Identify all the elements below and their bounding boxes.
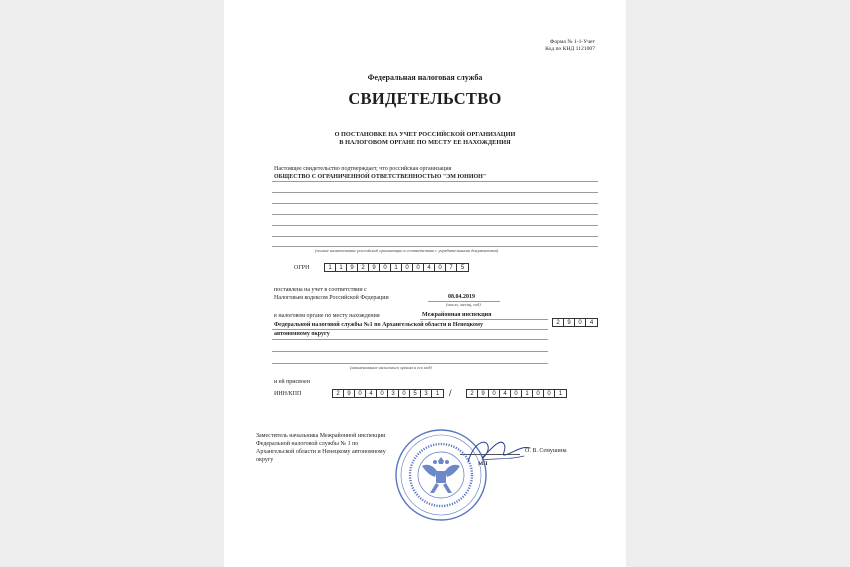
inn-digit: 0	[355, 390, 366, 397]
inn-cells	[332, 389, 444, 398]
name-line	[272, 225, 598, 226]
authority-line	[272, 329, 548, 330]
authority-code-digit: 0	[575, 319, 586, 326]
inn-digit: 3	[421, 390, 432, 397]
handwritten-signature	[464, 432, 534, 472]
authority-caption: (наименование налогового органа и его код)	[350, 365, 432, 370]
kpp-cells	[466, 389, 567, 398]
authority-line-3: автономному округу	[274, 331, 330, 337]
authority-line	[272, 363, 548, 364]
ogrn-digit: 7	[446, 264, 457, 271]
ogrn-digit: 5	[460, 264, 465, 271]
authority-code-cells	[552, 318, 598, 327]
registered-line-1: поставлена на учет в соответствии с	[274, 287, 367, 293]
inn-digit: 2	[333, 390, 344, 397]
ogrn-digit: 4	[424, 264, 435, 271]
authority-line-2: Федеральной налоговой службы №1 по Архангельской области и Ненецкому	[274, 322, 484, 328]
ogrn-digit: 0	[402, 264, 413, 271]
authority-code-digit: 2	[553, 319, 564, 326]
name-line	[272, 203, 598, 204]
ogrn-digit: 0	[380, 264, 391, 271]
signer-position-line-3: Архангельской области и Ненецкому автономному	[256, 449, 386, 455]
authority-code-digit: 9	[564, 319, 575, 326]
ogrn-digit: 0	[435, 264, 446, 271]
name-line	[272, 192, 598, 193]
ogrn-digit: 2	[358, 264, 369, 271]
signer-position-line-4: округу	[256, 457, 274, 463]
document-title: СВИДЕТЕЛЬСТВО	[348, 89, 502, 108]
certificate-page	[224, 0, 626, 567]
inn-kpp-separator: /	[449, 388, 452, 398]
signer-position-line-2: Федеральной налоговой службы № 1 по	[256, 441, 359, 447]
inn-kpp-label: ИНН/КПП	[274, 391, 302, 397]
kpp-digit: 4	[500, 390, 511, 397]
ogrn-digit: 1	[325, 264, 336, 271]
signer-position-line-1: Заместитель начальника Межрайонной инспекции	[256, 433, 386, 439]
ogrn-digit: 9	[369, 264, 380, 271]
date-caption: (число, месяц, год)	[446, 302, 481, 307]
name-line	[272, 246, 598, 247]
inn-digit: 9	[344, 390, 355, 397]
service-name: Федеральная налоговая служба	[367, 73, 483, 82]
authority-intro: в налоговом органе по месту нахождения	[274, 313, 380, 319]
name-line	[272, 181, 598, 182]
inn-digit: 4	[366, 390, 377, 397]
kpp-digit: 0	[544, 390, 555, 397]
subtitle-line-1: О ПОСТАНОВКЕ НА УЧЕТ РОССИЙСКОЙ ОРГАНИЗАЦИИ	[334, 131, 516, 138]
ogrn-digit: 1	[336, 264, 347, 271]
kpp-digit: 1	[522, 390, 533, 397]
organization-caption: (полное наименование российской организации в соответствии с учредительными документами)	[315, 248, 499, 253]
kpp-digit: 0	[533, 390, 544, 397]
kpp-digit: 0	[489, 390, 500, 397]
inn-digit: 5	[410, 390, 421, 397]
signer-name: О. В. Семушина	[525, 448, 567, 454]
organization-name: ОБЩЕСТВО С ОГРАНИЧЕННОЙ ОТВЕТСТВЕННОСТЬЮ "ЭМ ЮНИОН"	[274, 174, 487, 180]
authority-code-digit: 4	[589, 319, 594, 326]
inn-digit: 0	[399, 390, 410, 397]
subtitle-line-2: В НАЛОГОВОМ ОРГАНЕ ПО МЕСТУ ЕЕ НАХОЖДЕНИЯ	[339, 139, 511, 146]
registration-date: 08.04.2019	[448, 294, 475, 300]
authority-line	[420, 319, 548, 320]
kpp-digit: 0	[511, 390, 522, 397]
kpp-digit: 2	[467, 390, 478, 397]
inn-digit: 0	[377, 390, 388, 397]
kpp-digit: 1	[558, 390, 563, 397]
intro-text: Настоящее свидетельство подтверждает, что российская организация	[274, 166, 452, 172]
inn-digit: 3	[388, 390, 399, 397]
ogrn-digit: 1	[391, 264, 402, 271]
ogrn-label: ОГРН	[294, 265, 310, 271]
ogrn-digit: 0	[413, 264, 424, 271]
assigned-text: и ей присвоен	[274, 379, 310, 385]
form-knd-code: Код по КНД 1121007	[545, 46, 595, 52]
ogrn-digit: 9	[347, 264, 358, 271]
authority-line	[272, 351, 548, 352]
name-line	[272, 214, 598, 215]
inn-digit: 1	[435, 390, 440, 397]
ogrn-cells	[324, 263, 469, 272]
kpp-digit: 9	[478, 390, 489, 397]
seal-label: МП	[478, 461, 488, 467]
authority-line	[272, 339, 548, 340]
name-line	[272, 236, 598, 237]
authority-line-1: Межрайонная инспекция	[422, 312, 492, 318]
form-number: Форма № 1-1-Учет	[549, 39, 595, 45]
registered-line-2: Налоговым кодексом Российской Федерации	[274, 295, 389, 301]
